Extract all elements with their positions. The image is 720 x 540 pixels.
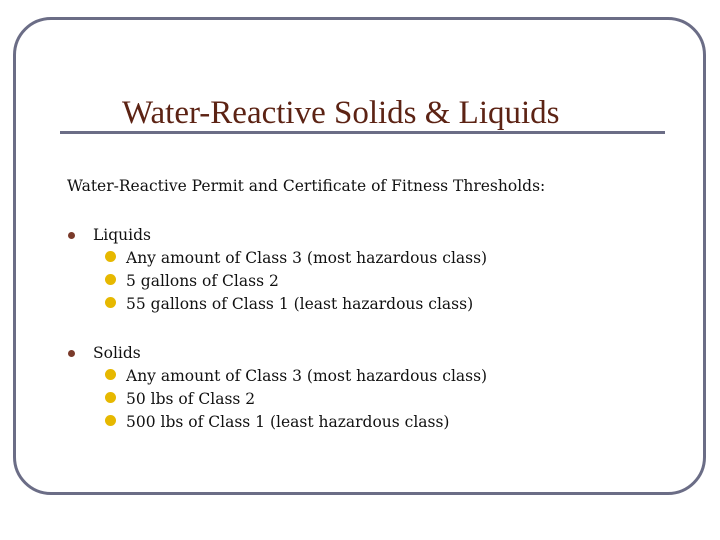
list-item-text: Any amount of Class 3 (most hazardous class) [126, 367, 488, 385]
solids-heading: Solids [93, 344, 141, 362]
list-item-text: 500 lbs of Class 1 (least hazardous class) [126, 413, 450, 431]
bullet-icon [105, 297, 116, 308]
bullet-icon [105, 415, 116, 426]
bullet-icon [105, 392, 116, 403]
bullet-icon [105, 274, 116, 285]
bullet-icon [68, 232, 75, 239]
slide-title: Water-Reactive Solids & Liquids [122, 95, 560, 131]
liquids-thresholds-list [0, 248, 560, 317]
list-item [0, 248, 560, 271]
liquids-heading: Liquids [93, 226, 151, 244]
list-item [0, 271, 560, 294]
list-item [0, 389, 560, 412]
list-item [0, 412, 560, 435]
bullet-icon [105, 251, 116, 262]
bullet-icon [105, 369, 116, 380]
list-item-text: Any amount of Class 3 (most hazardous class) [126, 249, 488, 267]
bullet-icon [68, 350, 75, 357]
list-item-text: 5 gallons of Class 2 [126, 272, 279, 290]
slide-subtitle: Water-Reactive Permit and Certificate of Fitness Thresholds: [67, 177, 546, 195]
list-item [0, 294, 560, 317]
list-item [0, 366, 560, 389]
title-underline [60, 131, 665, 134]
list-item-text: 55 gallons of Class 1 (least hazardous class) [126, 295, 474, 313]
list-item-text: 50 lbs of Class 2 [126, 390, 256, 408]
solids-thresholds-list [0, 366, 560, 435]
